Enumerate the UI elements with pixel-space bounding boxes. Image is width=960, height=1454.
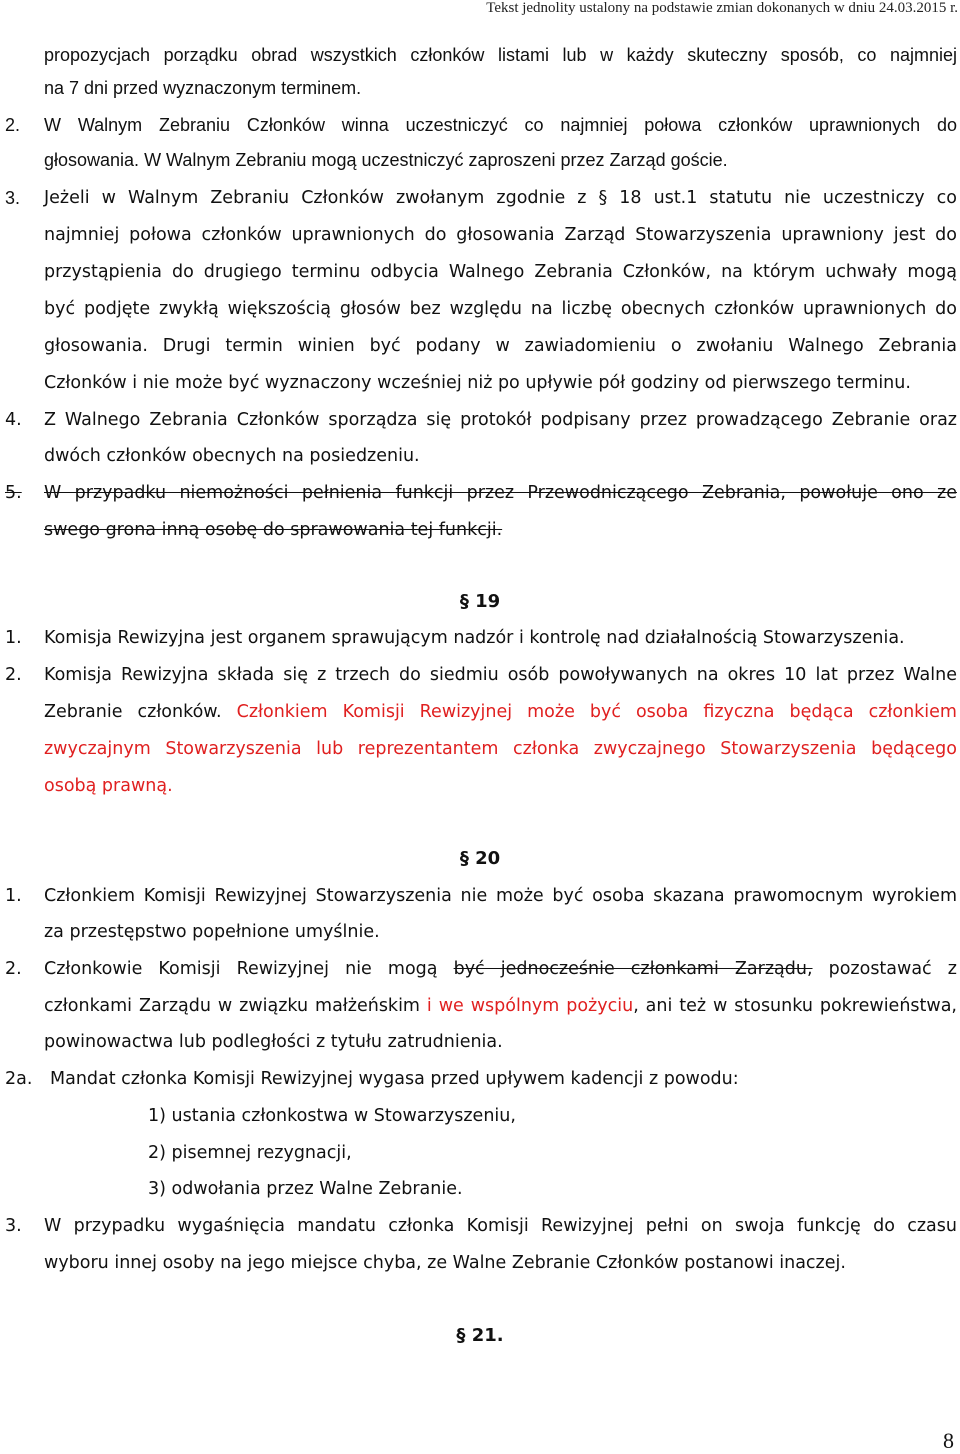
sub-item: 3) odwołania przez Walne Zebranie. xyxy=(148,1179,463,1199)
text-line: przystąpienia do drugiego terminu odbycia Walnego Zebrania Członków, na którym uchwały mogą xyxy=(44,262,957,282)
text-line: W przypadku wygaśnięcia mandatu członka Komisji Rewizyjnej pełni on swoja funkcję do czasu xyxy=(44,1216,957,1236)
amendment-text-line: osobą prawną. xyxy=(44,776,173,796)
amendment-text-line: zwyczajnym Stowarzyszenia lub reprezentantem członka zwyczajnego Stowarzyszenia będącego xyxy=(44,739,957,759)
item-number-deleted: 5. xyxy=(5,483,22,503)
item-number: 2. xyxy=(5,665,22,685)
item-number: 2a. xyxy=(5,1069,33,1089)
section-heading-21: § 21. xyxy=(456,1325,504,1346)
text-line: wyboru innej osoby na jego miejsce chyba, ze Walne Zebranie Członków postanowi inaczej. xyxy=(44,1253,846,1273)
item-number: 3. xyxy=(5,188,21,208)
text-line: Komisja Rewizyjna składa się z trzech do siedmiu osób powoływanych na okres 10 lat przez Walne xyxy=(44,665,957,685)
item-number: 1. xyxy=(5,628,22,648)
text-segment: Zebranie członków. xyxy=(44,702,222,722)
text-line: najmniej połowa członków uprawnionych do głosowania Zarząd Stowarzyszenia uprawniony jest do xyxy=(44,225,957,245)
text-line: być podjęte zwykłą większością głosów bez względu na liczbę obecnych członków uprawnionych do xyxy=(44,299,957,319)
amendment-text: Członkiem Komisji Rewizyjnej może być osoba fizyczna będąca członkiem xyxy=(236,702,957,722)
text-line: Z Walnego Zebrania Członków sporządza się protokół podpisany przez prowadzącego Zebranie oraz xyxy=(44,410,957,430)
text-line-mixed xyxy=(44,991,957,1021)
text-line: Komisja Rewizyjna jest organem sprawującym nadzór i kontrolę nad działalnością Stowarzyszenia. xyxy=(44,628,905,648)
text-line: Mandat członka Komisji Rewizyjnej wygasa przed upływem kadencji z powodu: xyxy=(50,1069,739,1089)
item-number: 3. xyxy=(5,1216,22,1236)
sub-item: 2) pisemnej rezygnacji, xyxy=(148,1143,352,1163)
item-number: 4. xyxy=(5,410,22,430)
text-line: głosowania. Drugi termin winien być podany w zawiadomieniu o zwołaniu Walnego Zebrania xyxy=(44,336,957,356)
document-header: Tekst jednolity ustalony na podstawie zmian dokonanych w dniu 24.03.2015 r. xyxy=(486,0,958,16)
text-line: Członkiem Komisji Rewizyjnej Stowarzyszenia nie może być osoba skazana prawomocnym wyrokiem xyxy=(44,886,957,906)
text-line: za przestępstwo popełnione umyślnie. xyxy=(44,922,380,942)
text-line: głosowania. W Walnym Zebraniu mogą uczestniczyć zaproszeni przez Zarząd goście. xyxy=(44,150,728,170)
item-number: 2. xyxy=(5,959,22,979)
text-line-mixed xyxy=(44,954,957,984)
deleted-text-line: W przypadku niemożności pełnienia funkcji przez Przewodniczącego Zebrania, powołuje ono ze xyxy=(44,483,957,503)
text-segment: , ani też w stosunku pokrewieństwa, xyxy=(633,996,957,1016)
sub-item: 1) ustania członkostwa w Stowarzyszeniu, xyxy=(148,1106,516,1126)
deleted-text-line: swego grona inną osobę do sprawowania tej funkcji. xyxy=(44,520,503,540)
text-segment: członkami Zarządu w związku małżeńskim xyxy=(44,996,420,1016)
text-line: powinowactwa lub podległości z tytułu zatrudnienia. xyxy=(44,1032,503,1052)
text-line: dwóch członków obecnych na posiedzeniu. xyxy=(44,446,420,466)
page-number: 8 xyxy=(943,1428,954,1453)
deleted-text: być jednocześnie członkami Zarządu, xyxy=(453,959,813,979)
item-number: 2. xyxy=(5,115,21,135)
text-line: W Walnym Zebraniu Członków winna uczestniczyć co najmniej połowa członków uprawnionych do xyxy=(44,115,957,135)
text-line: Jeżeli w Walnym Zebraniu Członków zwołanym zgodnie z § 18 ust.1 statutu nie uczestniczy co xyxy=(44,188,957,208)
amendment-text: i we wspólnym pożyciu xyxy=(426,996,634,1016)
section-heading-20: § 20 xyxy=(459,848,501,869)
text-line: propozycjach porządku obrad wszystkich członków listami lub w każdy skuteczny sposób, co najmniej xyxy=(44,45,957,65)
text-line: Członków i nie może być wyznaczony wcześniej niż po upływie pół godziny od pierwszego terminu. xyxy=(44,373,911,393)
item-number: 1. xyxy=(5,886,22,906)
text-line: na 7 dni przed wyznaczonym terminem. xyxy=(44,78,362,98)
text-segment: pozostawać z xyxy=(828,959,957,979)
text-segment: Członkowie Komisji Rewizyjnej nie mogą xyxy=(44,959,438,979)
section-heading-19: § 19 xyxy=(459,591,501,612)
text-line-mixed xyxy=(44,697,957,727)
